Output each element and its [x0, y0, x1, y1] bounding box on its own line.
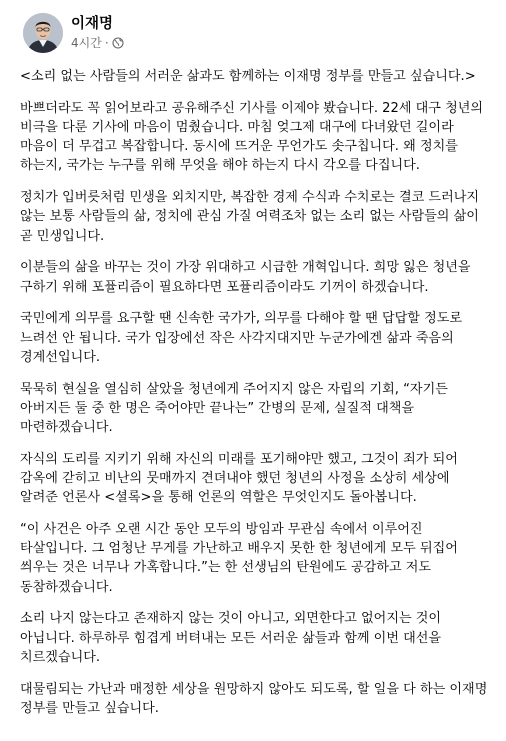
post-paragraph: 소리 나지 않는다고 존재하지 않는 것이 아니고, 외면한다고 없어지는 것이 아닙니다. 하루하루 힘겹게 버텨내는 모든 서러운 삶들과 함께 이번 대선을 치르겠습니다.: [20, 611, 442, 665]
post-paragraph: <소리 없는 사람들의 서러운 삶과도 함께하는 이재명 정부를 만들고 싶습니다.>: [20, 69, 476, 84]
post-paragraph: 바쁘더라도 꼭 읽어보라고 공유해주신 기사를 이제야 봤습니다. 22세 대구 청년의 비극을 다룬 기사에 마음이 멈췄습니다. 마침 엊그제 대구에 다녀왔던 길이라 마음이 더 무겁고 복잡합니다. 동시에 뜨거운 무언가도 솟구칩니다. 왜 정치를 하는지, 국가는 누구를 위해 무엇을 해야 하는지 다시 각오를 다집니다.: [20, 100, 484, 174]
separator-dot: ·: [104, 36, 109, 50]
post-header: [20, 11, 490, 55]
post-paragraph: 국민에게 의무를 요구할 땐 신속한 국가가, 의무를 다해야 할 땐 답답할 정도로 느려선 안 됩니다. 국가 입장에선 작은 사각지대지만 누군가에겐 삶과 죽음의 경계선입니다.: [20, 311, 463, 365]
author-name[interactable]: 이재명: [71, 16, 114, 32]
globe-icon[interactable]: [112, 37, 124, 49]
post-paragraph: 자식의 도리를 지키기 위해 자신의 미래를 포기해야만 했고, 그것이 죄가 되어 감옥에 갇히고 비난의 뭇매까지 견뎌내야 했던 청년의 사정을 소상히 세상에 알려준 언론사 <셜록>을 통해 언론의 역할은 무엇인지도 돌아봅니다.: [20, 451, 458, 506]
post-timestamp[interactable]: 4시간: [71, 36, 102, 50]
post-subline: [71, 35, 124, 51]
post-meta: [71, 15, 124, 51]
profile-photo-icon: [23, 13, 63, 53]
avatar[interactable]: [23, 13, 63, 53]
post-paragraph: 이분들의 삶을 바꾸는 것이 가장 위대하고 시급한 개혁입니다. 희망 잃은 청년을 구하기 위해 포퓰리즘이 필요하다면 포퓰리즘이라도 기꺼이 하겠습니다.: [20, 260, 471, 295]
post-body: [20, 67, 490, 718]
post-paragraph: 대물림되는 가난과 매정한 세상을 원망하지 않아도 되도록, 할 일을 다 하는 이재명 정부를 만들고 싶습니다.: [20, 681, 488, 716]
post-paragraph: 묵묵히 현실을 열심히 살았을 청년에게 주어지지 않은 자립의 기회, “자기든 아버지든 둘 중 한 명은 죽어야만 끝나는” 간병의 문제, 실질적 대책을 마련하겠습니다.: [20, 381, 448, 436]
post-paragraph: “이 사건은 아주 오랜 시간 동안 모두의 방임과 무관심 속에서 이루어진 타살입니다. 그 엄청난 무게를 가난하고 배우지 못한 한 청년에게 모두 뒤집어 씌우는 것은 너무나 가혹합니다.”는 한 선생님의 탄원에도 공감하고 저도 동참하겠습니다.: [20, 522, 458, 595]
post-paragraph: 정치가 입버릇처럼 민생을 외치지만, 복잡한 경제 수식과 수치로는 결코 드러나지 않는 보통 사람들의 삶, 정치에 관심 가질 여력조차 없는 소리 없는 사람들의 삶이 곧 민생입니다.: [20, 190, 480, 244]
